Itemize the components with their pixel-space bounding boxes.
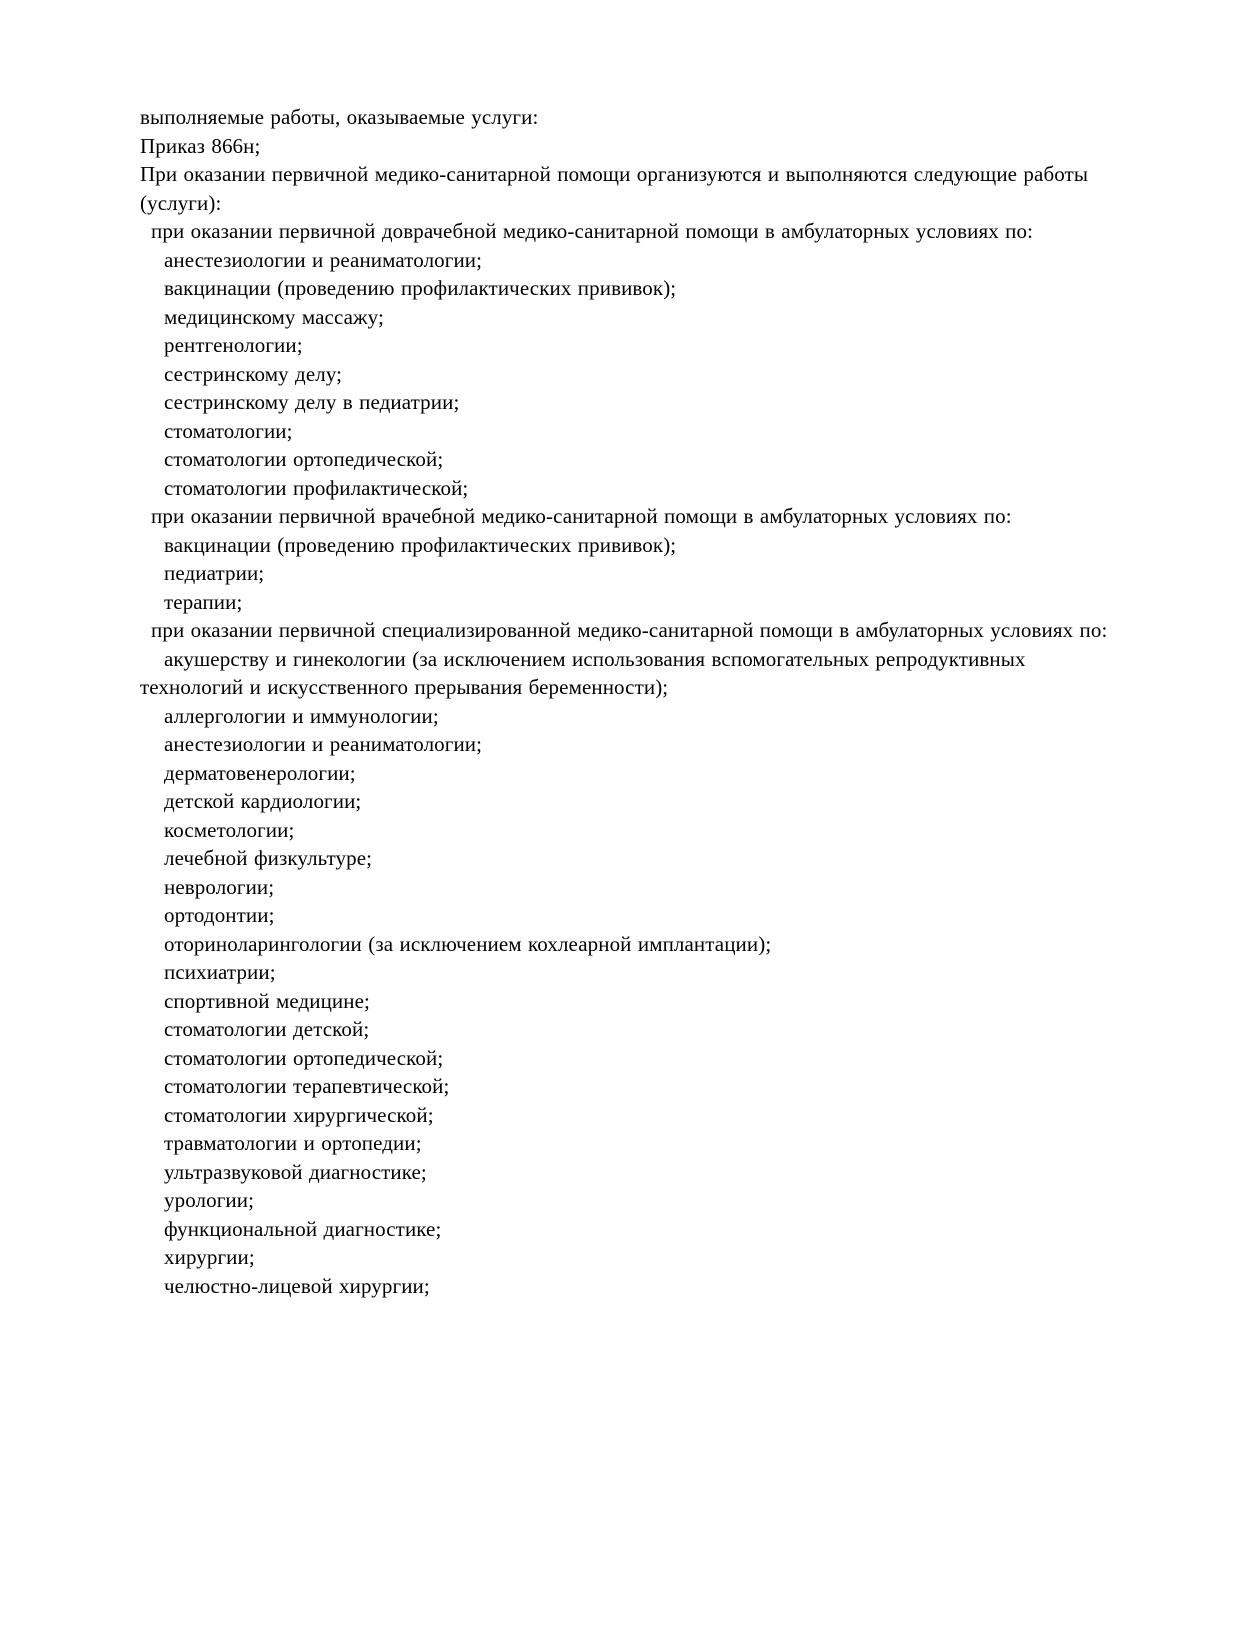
paragraph: аллергологии и иммунологии; [164,703,439,728]
paragraph: функциональной диагностике; [164,1216,442,1241]
paragraph: урологии; [164,1188,255,1212]
paragraph: рентгенологии; [164,333,303,357]
paragraph: сестринскому делу; [164,361,343,386]
paragraph: неврологии; [164,874,275,899]
paragraph: вакцинации (проведению профилактических прививок); [164,276,677,300]
paragraph: сестринскому делу в педиатрии; [164,390,460,414]
license-works-list [140,103,1118,1300]
paragraph: медицинскому массажу; [164,304,384,329]
paragraph: детской кардиологии; [164,789,362,813]
paragraph: стоматологии ортопедической; [164,1045,444,1070]
paragraph: Приказ 866н; [140,133,261,158]
paragraph: стоматологии профилактической; [164,475,469,500]
paragraph: хирургии; [164,1245,255,1269]
paragraph: стоматологии; [164,418,293,443]
paragraph: выполняемые работы, оказываемые услуги: [140,105,539,129]
paragraph: дерматовенерологии; [164,760,356,785]
paragraph: педиатрии; [164,561,265,585]
paragraph: ультразвуковой диагностике; [164,1159,427,1184]
paragraph: анестезиологии и реаниматологии; [164,732,483,756]
paragraph: психиатрии; [164,960,276,984]
paragraph: стоматологии ортопедической; [164,447,444,471]
paragraph: челюстно-лицевой хирургии; [164,1273,430,1298]
paragraph: травматологии и ортопедии; [164,1131,422,1155]
paragraph: оториноларингологии (за исключением кохлеарной имплантации); [164,931,772,956]
paragraph: терапии; [164,589,243,614]
paragraph: анестезиологии и реаниматологии; [164,247,483,272]
paragraph: вакцинации (проведению профилактических прививок); [164,532,677,557]
paragraph: при оказании первичной врачебной медико-санитарной помощи в амбулаторных условиях по: [151,504,1012,528]
paragraph: косметологии; [164,817,295,842]
paragraph: При оказании первичной медико-санитарной помощи организуются и выполняются следующие работы (услуги): [140,162,1089,215]
paragraph: ортодонтии; [164,903,275,927]
paragraph: при оказании первичной специализированной медико-санитарной помощи в амбулаторных условиях по: [151,618,1108,642]
paragraph: стоматологии детской; [164,1017,370,1041]
paragraph: акушерству и гинекологии (за исключением использования вспомогательных репродуктивных технологий и искусственного прерывания беременности); [140,646,1026,699]
paragraph: стоматологии терапевтической; [164,1074,450,1098]
paragraph: при оказании первичной доврачебной медико-санитарной помощи в амбулаторных условиях по: [151,219,1034,243]
paragraph: лечебной физкультуре; [164,846,373,870]
paragraph: спортивной медицине; [164,988,370,1013]
paragraph: стоматологии хирургической; [164,1102,434,1127]
